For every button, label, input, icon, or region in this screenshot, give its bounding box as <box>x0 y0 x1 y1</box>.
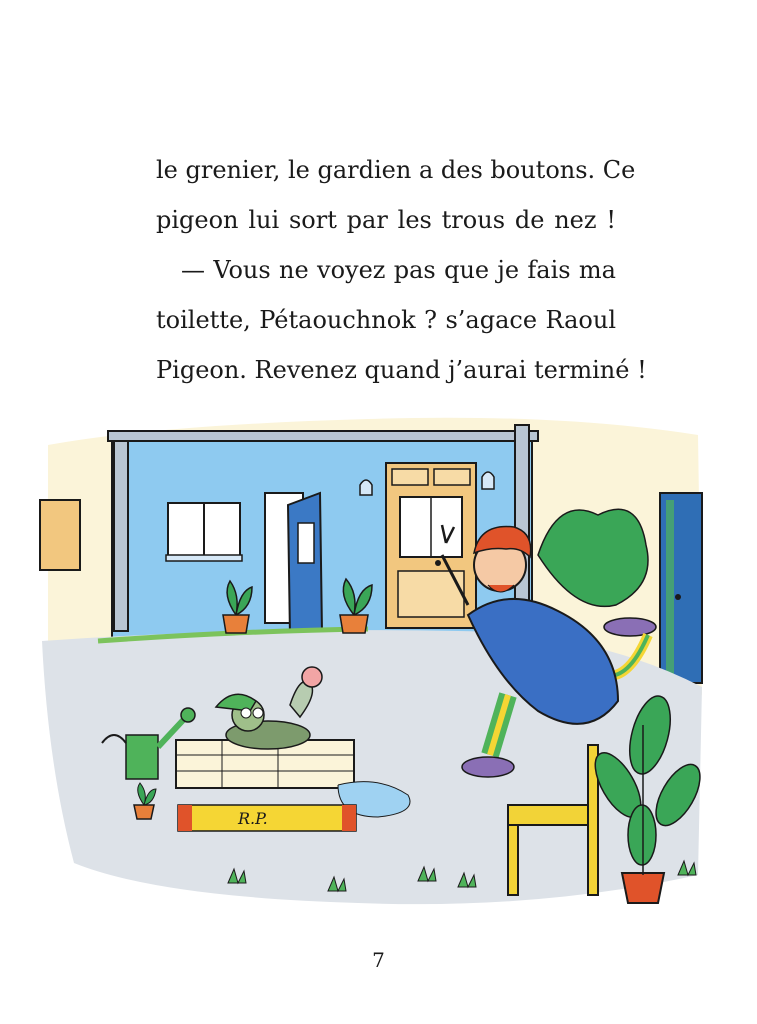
text-line: — Vous ne voyez pas que je fais ma <box>181 256 616 284</box>
wall-lamp <box>360 480 372 495</box>
text-line: toilette, Pétaouchnok ? s’agace Raoul <box>156 306 616 334</box>
text-line: le grenier, le gardien a des boutons. Ce <box>156 156 636 184</box>
doormat <box>178 805 356 831</box>
wall-lamp <box>482 472 494 489</box>
downpipe-right <box>515 425 529 615</box>
left-window <box>40 500 80 570</box>
open-door <box>288 493 322 637</box>
gutter <box>108 431 538 441</box>
page-number: 7 <box>372 948 385 972</box>
doormat-initials: R.P. <box>238 809 268 828</box>
courtyard-illustration <box>38 405 710 915</box>
downpipe-left <box>114 441 128 631</box>
wooden-door <box>386 463 476 628</box>
window <box>166 503 242 561</box>
text-line: Pigeon. Revenez quand j’aurai terminé ! <box>156 356 647 384</box>
slipper <box>604 618 656 636</box>
text-line: pigeon lui sort par les trous de nez ! <box>156 206 616 234</box>
story-text <box>156 145 647 395</box>
